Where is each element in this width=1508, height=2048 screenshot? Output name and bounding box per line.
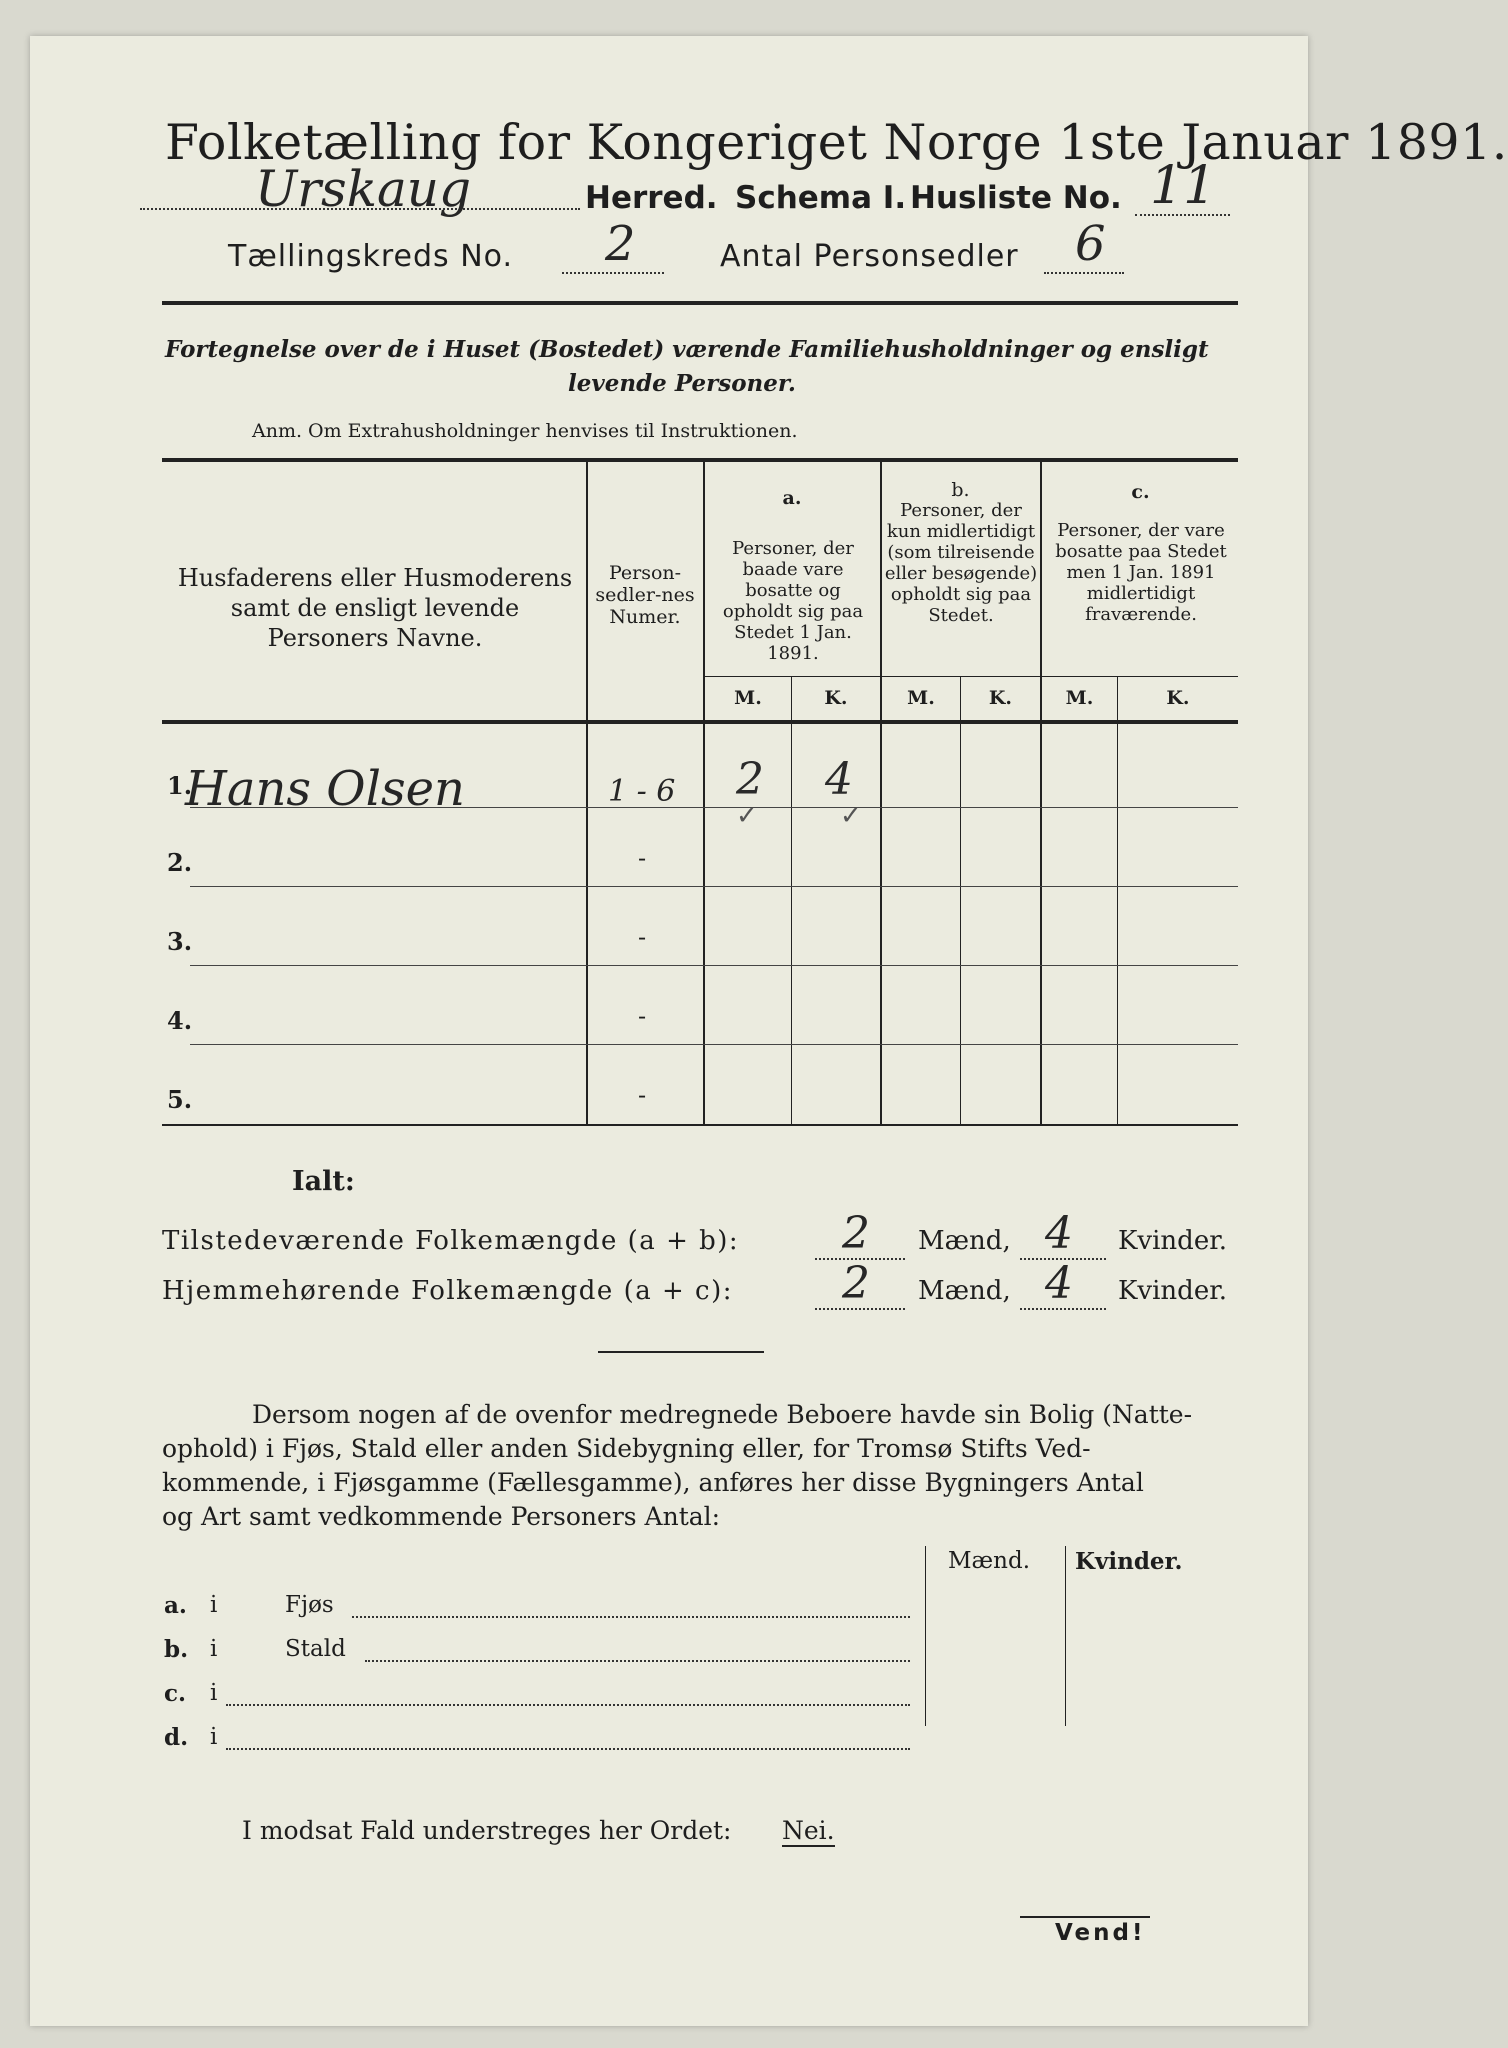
row-line-4	[190, 1044, 1238, 1045]
item-c-dots	[226, 1704, 910, 1706]
row-3-numer: -	[638, 923, 647, 951]
item-b-prep: i	[210, 1636, 218, 1662]
item-b-letter: b.	[164, 1636, 189, 1663]
row-5-number: 5.	[167, 1085, 193, 1114]
row-1-a-m-tick: ✓	[736, 801, 758, 831]
table-header-rule	[162, 720, 1238, 724]
ialt-label: Ialt:	[292, 1166, 355, 1197]
antal-value: 6	[1075, 216, 1106, 272]
col-a-m: M.	[734, 687, 762, 709]
vend-rule	[1020, 1916, 1150, 1918]
hjem-label: Hjemmehørende Folkemængde (a + c):	[162, 1276, 733, 1306]
item-c-prep: i	[210, 1680, 218, 1706]
col-rule-3	[880, 462, 882, 1124]
item-d-prep: i	[210, 1724, 218, 1750]
kreds-label: Tællingskreds No.	[228, 239, 513, 274]
tilst-m-value: 2	[842, 1208, 870, 1259]
nei-line: I modsat Fald understreges her Ordet:	[242, 1816, 732, 1845]
item-a-letter: a.	[164, 1592, 187, 1619]
hjem-kvinder: Kvinder.	[1118, 1276, 1228, 1306]
note2-col-k: Kvinder.	[1075, 1548, 1183, 1575]
col-c-text: Personer, der vare bosatte paa Stedet men 1 Jan. 1891 midlertidigt fraværende.	[1055, 520, 1227, 625]
col-rule-c-mid	[1117, 676, 1118, 1124]
item-b-text: Stald	[285, 1636, 346, 1662]
intro-line1: Fortegnelse over de i Huset (Bostedet) værende Familiehusholdninger og ensligt	[165, 336, 1209, 363]
header-rule	[162, 301, 1238, 305]
hjem-k-value: 4	[1045, 1258, 1073, 1309]
intro-note: Anm. Om Extrahusholdninger henvises til Instruktionen.	[252, 420, 798, 442]
husliste-value: 11	[1150, 156, 1217, 216]
col-rule-a-mid	[791, 676, 792, 1124]
kreds-dotline	[562, 272, 664, 274]
tilst-label: Tilstedeværende Folkemængde (a + b):	[162, 1226, 740, 1256]
schema-label: Schema I.	[735, 180, 907, 216]
note2-col-rule-1	[925, 1546, 926, 1726]
col-c-k: K.	[1166, 687, 1190, 709]
kreds-value: 2	[605, 216, 636, 272]
tilst-k-value: 4	[1045, 1208, 1073, 1259]
col-b-k: K.	[988, 687, 1013, 709]
col-b-text: Personer, der kun midlertidigt (som tilreisende eller besøgende) opholdt sig paa Stedet.	[884, 500, 1038, 626]
herred-value: Urskaug	[255, 160, 472, 218]
row-line-3	[190, 965, 1238, 966]
col-rule-2	[703, 462, 705, 1124]
hjem-maend: Mænd,	[918, 1276, 1011, 1306]
row-1-a-k-tick: ✓	[840, 801, 862, 831]
row-2-number: 2.	[167, 848, 193, 877]
note2-col-m: Mænd.	[948, 1548, 1031, 1574]
nei-word: Nei.	[782, 1816, 835, 1845]
intro-line2: levende Personer.	[568, 370, 796, 397]
col-c-m: M.	[1065, 687, 1094, 709]
item-a-prep: i	[210, 1592, 218, 1618]
note2-col-rule-2	[1065, 1546, 1066, 1726]
item-d-dots	[226, 1748, 910, 1750]
col-header-names: Husfaderens eller Husmoderens samt de ensligt levende Personers Navne.	[177, 564, 573, 652]
row-3-number: 3.	[167, 927, 193, 956]
col-rule-4	[1040, 462, 1042, 1124]
row-4-number: 4.	[167, 1006, 193, 1035]
tilst-kvinder: Kvinder.	[1118, 1226, 1228, 1256]
antal-dotline	[1044, 272, 1124, 274]
form-title: Folketælling for Kongeriget Norge 1ste Januar 1891.	[165, 114, 1508, 171]
col-b-letter: b.	[951, 479, 970, 501]
note2-line2: ophold) i Fjøs, Stald eller anden Sidebygning eller, for Tromsø Stifts Ved-	[162, 1434, 1091, 1463]
table-bottom-rule	[162, 1124, 1238, 1126]
hjem-m-value: 2	[842, 1258, 870, 1309]
col-c-letter: c.	[1131, 481, 1150, 503]
table-top-rule	[162, 458, 1238, 462]
herred-label: Herred.	[585, 180, 718, 216]
item-b-dots	[365, 1660, 910, 1662]
census-form-page	[30, 36, 1508, 2026]
note2-line1: Dersom nogen af de ovenfor medregnede Beboere havde sin Bolig (Natte-	[252, 1400, 1193, 1429]
row-1-name: Hans Olsen	[185, 761, 465, 817]
col-rule-b-mid	[960, 676, 961, 1124]
mk-subheader-rule	[703, 676, 1238, 677]
item-a-dots	[352, 1616, 910, 1618]
col-a-letter: a.	[782, 487, 802, 509]
note2-line3: kommende, i Fjøsgamme (Fællesgamme), anføres her disse Bygningers Antal	[162, 1468, 1144, 1497]
husliste-label: Husliste No.	[910, 180, 1122, 216]
note2-line4: og Art samt vedkommende Personers Antal:	[162, 1502, 721, 1531]
col-a-text: Personer, der baade vare bosatte og opholdt sig paa Stedet 1 Jan. 1891.	[722, 538, 864, 664]
col-a-k: K.	[824, 687, 848, 709]
section-divider	[598, 1351, 764, 1353]
col-b-m: M.	[907, 687, 935, 709]
row-5-numer: -	[638, 1081, 647, 1109]
tilst-maend: Mænd,	[918, 1226, 1011, 1256]
row-1-number: 1.	[167, 771, 193, 800]
row-1-a-k: 4	[825, 754, 853, 805]
row-1-a-m: 2	[736, 754, 764, 805]
row-2-numer: -	[638, 844, 647, 872]
row-1-numer: 1 - 6	[608, 774, 676, 809]
vend-text: Vend!	[1055, 1920, 1146, 1946]
col-header-numer: Person-sedler-nes Numer.	[595, 562, 695, 628]
item-c-letter: c.	[164, 1680, 187, 1707]
item-a-text: Fjøs	[285, 1592, 334, 1618]
row-4-numer: -	[638, 1002, 647, 1030]
row-line-2	[190, 886, 1238, 887]
antal-label: Antal Personsedler	[720, 239, 1019, 274]
col-rule-1	[586, 462, 588, 1124]
item-d-letter: d.	[164, 1724, 189, 1751]
